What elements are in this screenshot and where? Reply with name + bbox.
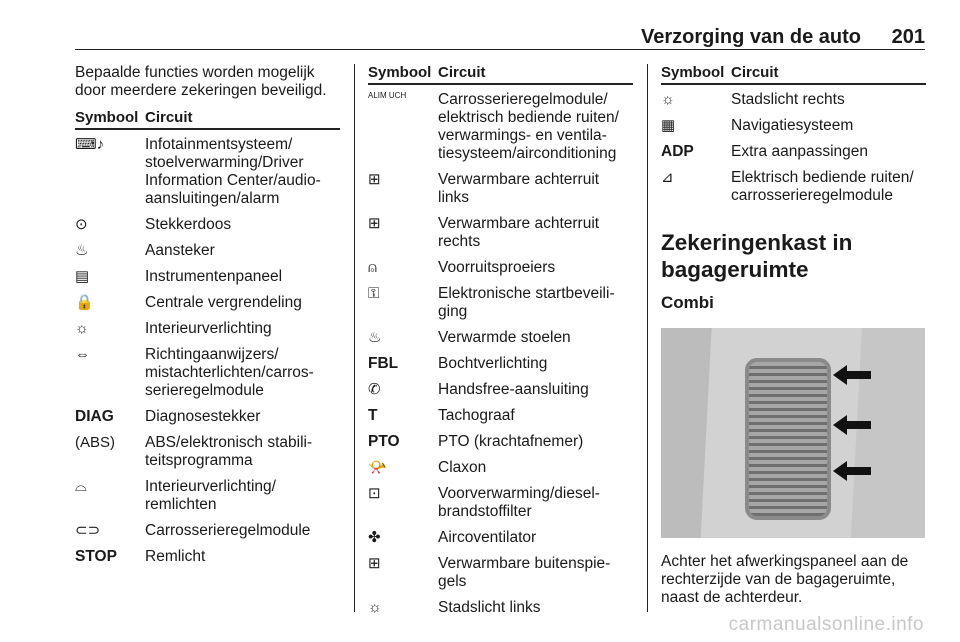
instrument-panel-icon: ▤ — [75, 268, 90, 285]
circuit-label: Centrale vergrendeling — [145, 294, 302, 311]
circuit-label: Navigatiesysteem — [731, 117, 854, 134]
table-row — [75, 340, 340, 402]
table-row — [661, 85, 926, 111]
symbol-text: ADP — [661, 143, 694, 160]
section-title: Zekeringenkast in bagageruimte — [661, 230, 853, 282]
side-light-icon: ☼ — [661, 91, 675, 108]
circuit-label: Elektrisch bediende ruiten/ carrosserieregelmodule — [731, 169, 914, 204]
circuit-label: ABS/elektronisch stabili-teitsprogramma — [145, 434, 313, 469]
rear-defrost-icon: ⊞ — [368, 171, 381, 188]
column-2 — [368, 64, 633, 619]
circuit-label: Carrosserieregelmodule/ elektrisch bediende ruiten/ verwarmings- en ventila-tiesysteem/airconditioning — [438, 91, 619, 162]
symbol-text: PTO — [368, 433, 400, 450]
column-divider — [647, 64, 648, 612]
circuit-label: Aircoventilator — [438, 529, 537, 546]
circuit-label: Tachograaf — [438, 407, 515, 424]
subsection-title: Combi — [661, 293, 714, 312]
table-row — [368, 375, 633, 401]
circuit-label: Carrosserieregelmodule — [145, 522, 311, 539]
column-divider — [354, 64, 355, 612]
table-row — [368, 323, 633, 349]
table-row — [368, 549, 633, 593]
circuit-label: Infotainmentsysteem/ stoelverwarming/Driver Information Center/audio-aansluitingen/alarm — [145, 136, 321, 207]
circuit-label: Interieurverlichting — [145, 320, 272, 337]
horn-icon: 📯 — [368, 459, 387, 476]
heated-seat-icon: ♨ — [368, 329, 382, 346]
column-3 — [661, 64, 926, 607]
preheating-icon: ⊡ — [368, 485, 381, 502]
table-row — [368, 523, 633, 549]
circuit-label: Bochtverlichting — [438, 355, 548, 372]
handsfree-icon: ✆ — [368, 381, 381, 398]
page-number: 201 — [891, 26, 925, 48]
table-header — [368, 64, 633, 85]
table-row — [661, 163, 926, 207]
socket-icon: ⊙ — [75, 216, 88, 233]
table-row — [75, 236, 340, 262]
circuit-label: Richtingaanwijzers/ mistachterlichten/carros-serieregelmodule — [145, 346, 314, 399]
table-row — [661, 137, 926, 163]
symbol-header: Symbool — [368, 64, 432, 81]
table-row — [368, 479, 633, 523]
symbol-text: FBL — [368, 355, 399, 372]
body-control-icon: ⊂⊃ — [75, 522, 101, 539]
circuit-label: Remlicht — [145, 548, 206, 565]
table-row — [368, 253, 633, 279]
power-window-icon: ⊿ — [661, 169, 674, 186]
side-light-icon: ☼ — [368, 599, 382, 616]
table-row — [75, 428, 340, 472]
navigation-icon: ▦ — [661, 117, 676, 134]
table-row — [75, 210, 340, 236]
circuit-label: Handsfree-aansluiting — [438, 381, 589, 398]
table-row — [368, 593, 633, 619]
table-row — [368, 349, 633, 375]
table-row — [368, 209, 633, 253]
circuit-label: Instrumentenpaneel — [145, 268, 283, 285]
brake-light-icon: ⌓ — [75, 478, 87, 495]
circuit-label: Stadslicht rechts — [731, 91, 845, 108]
circuit-header: Circuit — [145, 109, 193, 126]
heated-mirror-icon: ⊞ — [368, 555, 381, 572]
circuit-header: Circuit — [438, 64, 486, 81]
vent-grille — [745, 358, 831, 520]
table-row — [75, 472, 340, 516]
table-row — [75, 288, 340, 314]
table-row — [368, 165, 633, 209]
circuit-label: Stadslicht links — [438, 599, 541, 616]
arrow-icon — [833, 368, 869, 382]
circuit-label: Aansteker — [145, 242, 215, 259]
watermark: carmanualsonline.info — [728, 614, 924, 635]
table-row — [368, 427, 633, 453]
arrow-icon — [833, 418, 869, 432]
infotainment-icon: ⌨♪ — [75, 136, 105, 153]
table-row — [75, 516, 340, 542]
circuit-label: Verwarmbare achterruit links — [438, 171, 600, 206]
circuit-label: Voorruitsproeiers — [438, 259, 556, 276]
table-row — [75, 542, 340, 568]
circuit-label: Claxon — [438, 459, 487, 476]
tachograph-icon: T — [368, 407, 378, 424]
table-row — [368, 401, 633, 427]
page-header — [75, 24, 925, 50]
table-row — [368, 453, 633, 479]
circuit-label: Verwarmbare buitenspie-gels — [438, 555, 611, 590]
lighter-icon: ♨ — [75, 242, 89, 259]
circuit-label: Diagnosestekker — [145, 408, 261, 425]
column-1 — [75, 64, 340, 568]
alim-uch-icon: ALIM UCH — [368, 91, 407, 100]
symbol-header: Symbool — [661, 64, 725, 81]
table-row — [75, 130, 340, 210]
rear-defrost-icon: ⊞ — [368, 215, 381, 232]
circuit-label: Voorverwarming/diesel-brandstoffilter — [438, 485, 600, 520]
circuit-label: Elektronische startbeveili-ging — [438, 285, 615, 320]
table-row — [75, 314, 340, 340]
table-header — [75, 109, 340, 130]
symbol-text: STOP — [75, 548, 117, 565]
lock-icon: 🔒 — [75, 294, 94, 311]
circuit-header: Circuit — [731, 64, 779, 81]
circuit-label: Extra aanpassingen — [731, 143, 869, 160]
abs-icon: (ABS) — [75, 434, 116, 451]
circuit-label: Verwarmbare achterruit rechts — [438, 215, 600, 250]
table-row — [661, 111, 926, 137]
symbol-text: DIAG — [75, 408, 114, 425]
immobiliser-key-icon: ⚿ — [368, 285, 380, 302]
page-title: Verzorging van de auto — [640, 26, 861, 48]
table-row — [75, 402, 340, 428]
interior-light-icon: ☼ — [75, 320, 89, 337]
fuse-box-photo — [661, 328, 925, 538]
intro-text: Bepaalde functies worden mogelijk door meerdere zekeringen beveiligd. — [75, 64, 327, 99]
fan-icon: ✤ — [368, 529, 381, 546]
circuit-label: Verwarmde stoelen — [438, 329, 571, 346]
circuit-label: Interieurverlichting/ remlichten — [145, 478, 276, 513]
photo-caption: Achter het afwerkingspaneel aan de rechterzijde van de bagageruimte, naast de achterdeur. — [661, 553, 909, 606]
table-header — [661, 64, 926, 85]
table-row — [75, 262, 340, 288]
symbol-header: Symbool — [75, 109, 139, 126]
circuit-label: PTO (krachtafnemer) — [438, 433, 584, 450]
arrow-icon — [833, 464, 869, 478]
turn-signal-icon: ⇔ — [75, 346, 90, 363]
table-row — [368, 279, 633, 323]
table-row — [368, 85, 633, 165]
circuit-label: Stekkerdoos — [145, 216, 232, 233]
washer-icon: ⍝ — [368, 259, 378, 276]
